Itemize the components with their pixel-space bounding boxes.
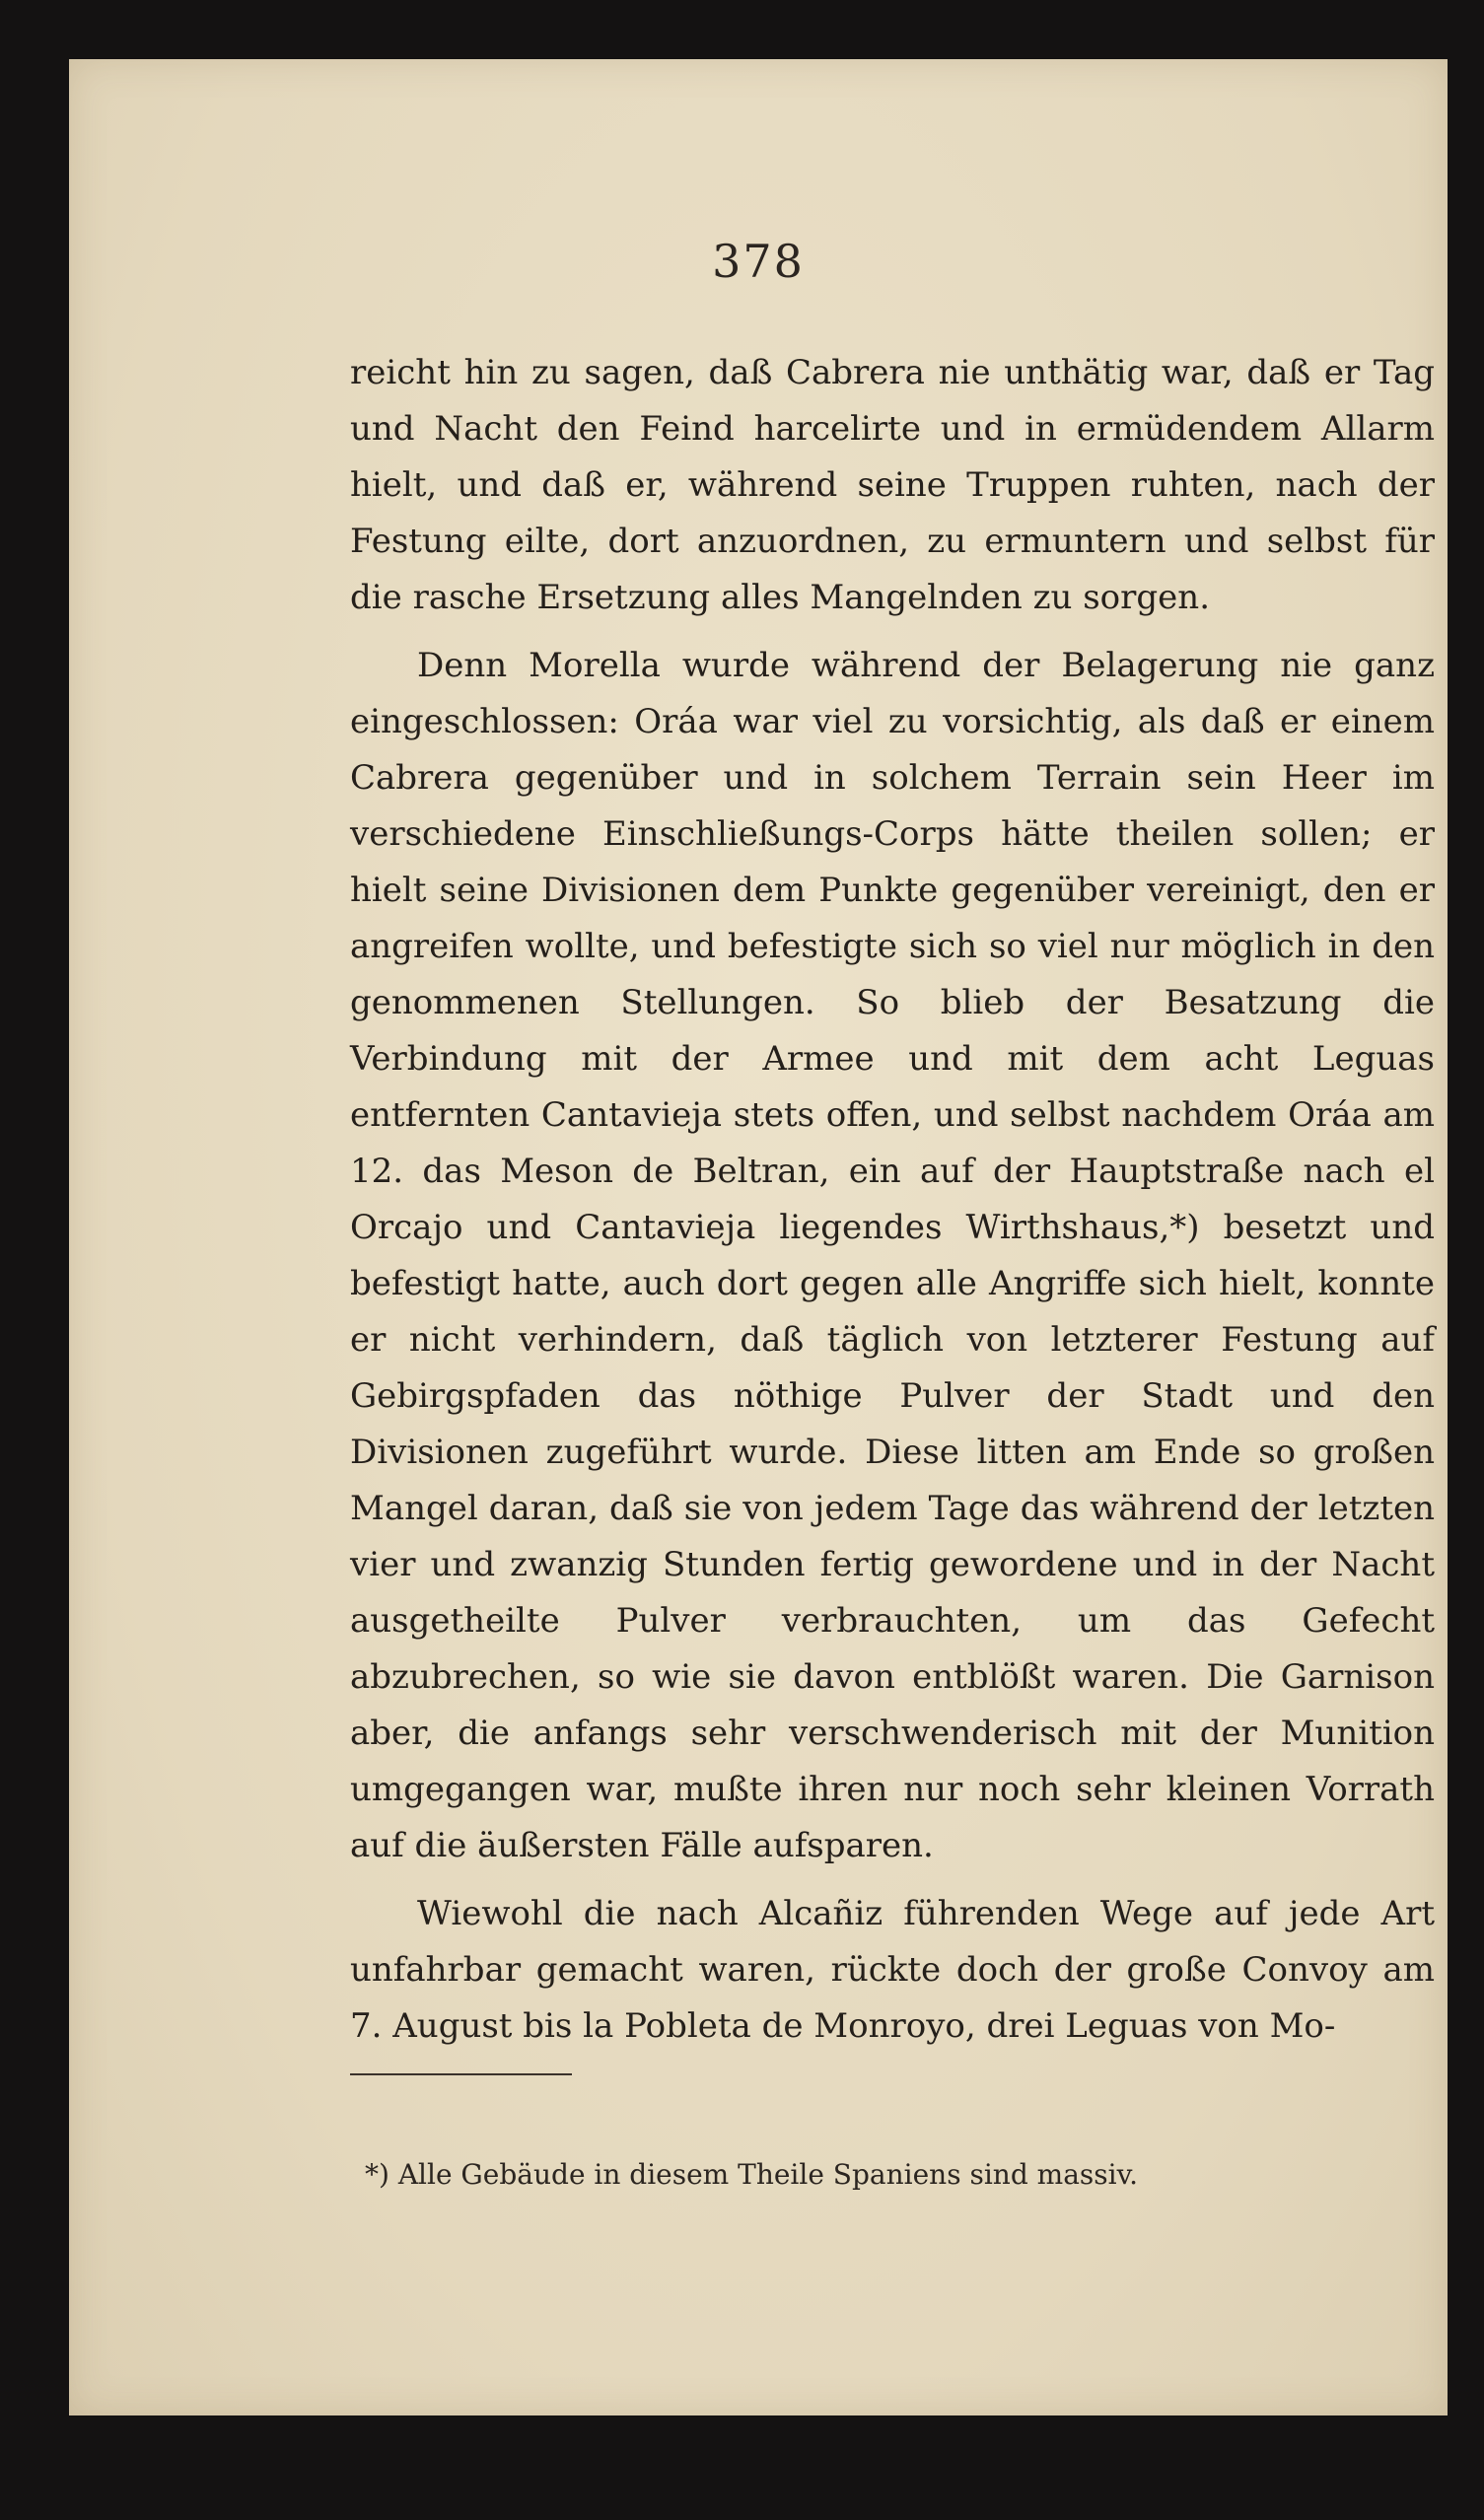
main-text xyxy=(350,345,1435,2066)
paragraph-2: Denn Morella wurde während der Belagerung nie ganz eingeschlossen: Oráa war viel zu vorsichtig, als daß er einem Cabrera gegenüber und in solchem Terrain sein Heer im verschiedene Einschließungs-Corps hätte theilen sollen; er hielt seine Divisionen dem Punkte gegenüber vereinigt, den er angreifen wollte, und befestigte sich so viel nur möglich in den genommenen Stellungen. So blieb der Besatzung die Verbindung mit der Armee und mit dem acht Leguas entfernten Cantavieja stets offen, und selbst nachdem Oráa am 12. das Meson de Beltran, ein auf der Hauptstraße nach el Orcajo und Cantavieja liegendes Wirthshaus,*) besetzt und befestigt hatte, auch dort gegen alle Angriffe sich hielt, konnte er nicht verhindern, daß täglich von letzterer Festung auf Gebirgspfaden das nöthige Pulver der Stadt und den Divisionen zugeführt wurde. Diese litten am Ende so großen Mangel daran, daß sie von jedem Tage das während der letzten vier und zwanzig Stunden fertig gewordene und in der Nacht ausgetheilte Pulver verbrauchten, um das Gefecht abzubrechen, so wie sie davon entblößt waren. Die Garnison aber, die anfangs sehr verschwenderisch mit der Munition umgegangen war, mußte ihren nur noch sehr kleinen Vorrath auf die äußersten Fälle aufsparen. xyxy=(350,646,1435,1865)
book-page xyxy=(69,59,1448,2415)
footnote-divider xyxy=(350,2073,572,2075)
paragraph-1: reicht hin zu sagen, daß Cabrera nie unthätig war, daß er Tag und Nacht den Feind harcelirte und in ermüdendem Allarm hielt, und daß er, während seine Truppen ruhten, nach der Festung eilte, dort anzuordnen, zu ermuntern und selbst für die rasche Ersetzung alles Mangelnden zu sorgen. xyxy=(350,353,1435,617)
footnote: *) Alle Gebäude in diesem Theile Spaniens sind massiv. xyxy=(365,2158,1138,2191)
page-number: 378 xyxy=(712,235,805,288)
paragraph-3: Wiewohl die nach Alcañiz führenden Wege auf jede Art unfahrbar gemacht waren, rückte doch der große Convoy am 7. August bis la Pobleta de Monroyo, drei Leguas von Mo- xyxy=(350,1894,1435,2046)
